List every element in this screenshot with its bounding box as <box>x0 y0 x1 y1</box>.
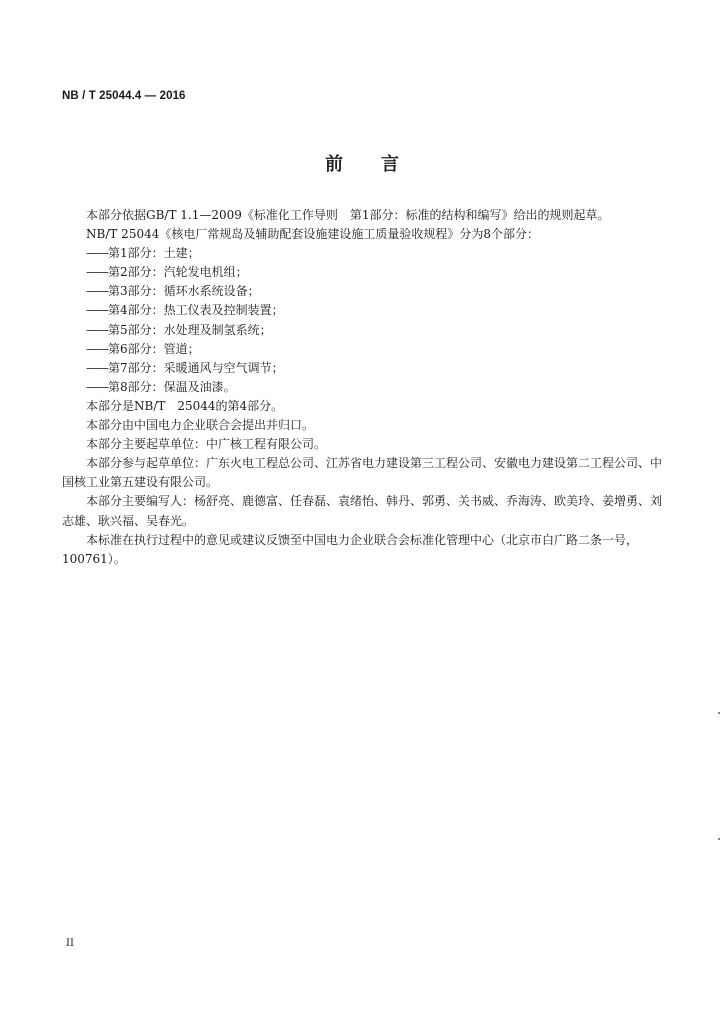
participants-statement: 本部分参与起草单位：广东火电工程总公司、江苏省电力建设第三工程公司、安徽电力建设第二工程公司、中国核工业第五建设有限公司。 <box>62 456 663 490</box>
list-item: ——第6部分：管道； <box>86 341 200 356</box>
foreword-body <box>62 206 662 569</box>
proposed-by-statement: 本部分由中国电力企业联合会提出并归口。 <box>86 418 315 433</box>
authors-statement: 本部分主要编写人：杨舒亮、鹿德富、任春磊、袁绪怡、韩丹、郭勇、关书威、乔海涛、欧美玲、姜增勇、刘志雄、耿兴福、吴春光。 <box>62 494 663 528</box>
intro-paragraph-2: NB/T 25044《核电厂常规岛及辅助配套设施建设施工质量验收规程》分为8个部分： <box>86 227 539 242</box>
main-drafter-statement: 本部分主要起草单位：中广核工程有限公司。 <box>86 437 327 452</box>
list-item: ——第8部分：保温及油漆。 <box>86 379 236 394</box>
list-item: ——第4部分：热工仪表及控制装置； <box>86 303 284 318</box>
standard-number-header: NB / T 25044.4 — 2016 <box>62 90 186 102</box>
parts-list <box>62 244 662 397</box>
section-title: 前言 <box>325 154 437 175</box>
list-item: ——第2部分：汽轮发电机组； <box>86 265 248 280</box>
intro-paragraph-1: 本部分依据GB/T 1.1—2009《标准化工作导则 第1部分：标准的结构和编写》给出的规则起草。 <box>86 208 610 222</box>
list-item: ——第3部分：循环水系统设备； <box>86 284 260 299</box>
scan-edge-mark <box>718 712 720 714</box>
list-item: ——第5部分：水处理及制氢系统； <box>86 322 272 337</box>
this-part-statement: 本部分是NB/T 25044的第4部分。 <box>86 398 284 413</box>
scan-edge-mark <box>718 838 720 840</box>
list-item: ——第1部分：土建； <box>86 246 200 261</box>
list-item: ——第7部分：采暖通风与空气调节； <box>86 360 284 375</box>
feedback-statement: 本标准在执行过程中的意见或建议反馈至中国电力企业联合会标准化管理中心（北京市白广路二条一号，100761）。 <box>62 532 639 566</box>
page-number: II <box>66 938 74 949</box>
